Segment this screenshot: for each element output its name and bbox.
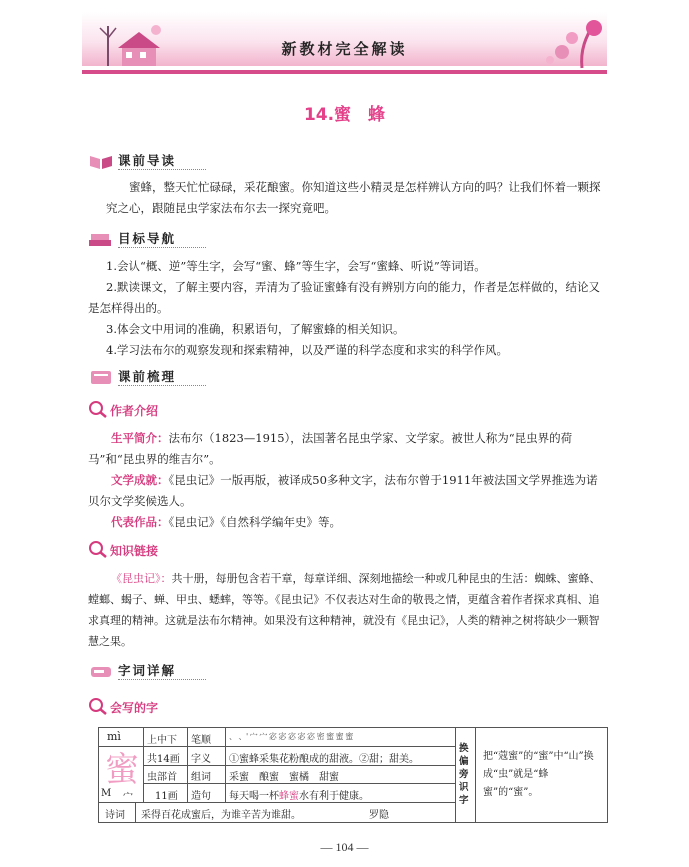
stroke-count: 共14画 [147, 754, 180, 765]
goal-item: 4.学习法布尔的观察发现和探索精神，以及严谨的科学态度和求实的科学作风。 [106, 343, 508, 357]
section-label: 字词详解 [118, 663, 177, 678]
subheading-label: 知识链接 [110, 544, 159, 558]
lesson-title: 14.蜜 蜂 [303, 105, 386, 125]
open-book-icon [88, 152, 114, 170]
magnifier-icon [88, 400, 108, 418]
notebook-icon [88, 368, 114, 386]
index-letter: M [101, 788, 112, 799]
meaning-label: 字义 [191, 754, 211, 765]
sentence: 每天喝一杯蜂蜜水有利于健康。 [229, 791, 369, 802]
page-header [82, 12, 607, 74]
life-label: 生平简介： [111, 431, 169, 445]
meaning: ①蜜蜂采集花粉酿成的甜液。②甜；甜美。 [229, 754, 419, 765]
words: 采蜜 酿蜜 蜜橘 甜蜜 [229, 772, 339, 783]
pen-icon [88, 662, 114, 680]
section-label: 课前梳理 [118, 369, 177, 384]
poem-label: 诗词 [105, 810, 125, 821]
book-label: 《昆虫记》： [111, 572, 172, 585]
knowledge-paragraph [88, 568, 606, 652]
preview-paragraph: 蜜蜂，整天忙忙碌碌，采花酿蜜。你知道这些小精灵是怎样辨认方向的吗？让我们怀着一颗探究之心，跟随昆虫学家法布尔去一探究竟吧。 [106, 180, 601, 215]
tip-label: 换偏旁识字 [459, 743, 469, 806]
section-label: 课前导读 [118, 153, 177, 168]
dotted-underline [118, 679, 206, 680]
achievement-label: 文学成就： [111, 473, 169, 487]
subheading-label: 会写的字 [110, 701, 159, 715]
magnifier-icon [88, 697, 108, 715]
page-number: — 104 — [320, 840, 369, 854]
section-label: 目标导航 [118, 231, 177, 246]
achievement-text: 《昆虫记》一版再版，被译成50多种文字，法布尔曾于1911年被法国文学界推选为诺贝尔文学奖候选人。 [88, 473, 598, 508]
structure: 上中下 [147, 735, 177, 746]
goal-item: 3.体会文中用词的准确，积累语句，了解蜜蜂的相关知识。 [106, 322, 405, 336]
magnifier-icon [88, 540, 108, 558]
sentence-label: 造句 [191, 791, 211, 802]
dotted-underline [118, 247, 206, 248]
goal-item: 1.会认“概、逆”等生字，会写“蜜、蜂”等生字，会写“蜜蜂、听说”等词语。 [106, 259, 486, 273]
index-radical: 宀 [123, 792, 133, 803]
index-strokes: 11画 [155, 791, 178, 802]
author-works [88, 512, 606, 533]
works-label: 代表作品： [111, 515, 169, 529]
book-title: 新教材完全解读 [281, 40, 408, 58]
knowledge-text: 共十册，每册包含若干章，每章详细、深刻地描绘一种或几种昆虫的生活：蜘蛛、蜜蜂、螳螂、蝎子、蝉、甲虫、蟋蟀，等等。《昆虫记》不仅表达对生命的敬畏之情，更蕴含着作者探求真相、追求真理的精神。这就是法布尔精神。如果没有这种精神，就没有《昆虫记》，人类的精神之树将缺少一颗智慧之果。 [88, 572, 601, 648]
radical: 虫部首 [147, 772, 177, 783]
author-achievement [88, 470, 606, 512]
sentence-highlight: 蜂蜜 [279, 791, 299, 802]
books-icon [88, 230, 114, 248]
works-text: 《昆虫记》《自然科学编年史》等。 [168, 515, 341, 529]
pinyin: mì [107, 730, 121, 743]
stroke-order: 、 、' 宀 宀 宓 宓 宓 宓 宓 密 蜜 蜜 蜜 [229, 732, 353, 741]
poem-author: 罗隐 [369, 810, 389, 821]
words-label: 组词 [191, 772, 211, 783]
character-table [98, 727, 608, 823]
goal-item: 2.默读课文，了解主要内容，弄清为了验证蜜蜂有没有辨别方向的能力，作者是怎样做的，结论又是怎样得出的。 [88, 280, 600, 315]
tip-text: 把“蔻蜜”的“蜜”中“山”换成“虫”就是“蜂蜜”的“蜜”。 [483, 751, 594, 798]
poem: 采得百花成蜜后，为谁辛苦为谁甜。 [141, 810, 301, 821]
dotted-underline [118, 385, 206, 386]
subheading-label: 作者介绍 [110, 404, 159, 418]
header-rule [82, 70, 607, 74]
character: 蜜 [105, 750, 139, 790]
dotted-underline [118, 169, 206, 170]
life-text: 法布尔（1823—1915），法国著名昆虫学家、文学家。被世人称为“昆虫界的荷马”和“昆虫界的维吉尔”。 [88, 431, 573, 466]
author-life [88, 428, 606, 470]
stroke-label: 笔顺 [191, 735, 211, 746]
